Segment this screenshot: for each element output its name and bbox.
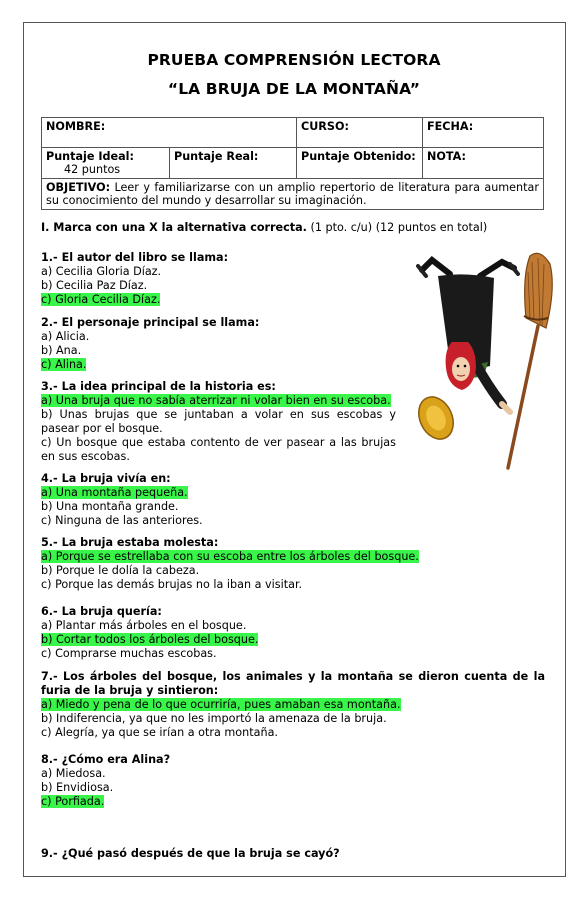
- question-2: 2.- El personaje principal se llama:: [41, 316, 260, 329]
- page-title: PRUEBA COMPRENSIÓN LECTORA: [147, 51, 441, 69]
- option-6a[interactable]: a) Plantar más árboles en el bosque.: [41, 619, 247, 632]
- option-7c[interactable]: c) Alegría, ya que se irían a otra montaña.: [41, 726, 278, 739]
- option-7b[interactable]: b) Indiferencia, ya que no les importó la amenaza de la bruja.: [41, 712, 387, 725]
- ideal-score-value: 42 puntos: [64, 163, 121, 176]
- option-6c[interactable]: c) Comprarse muchas escobas.: [41, 647, 217, 660]
- objective-label: OBJETIVO:: [46, 181, 111, 194]
- option-8a[interactable]: a) Miedosa.: [41, 767, 106, 780]
- question-6: 6.- La bruja quería:: [41, 605, 162, 618]
- question-4: 4.- La bruja vivía en:: [41, 472, 171, 485]
- option-2b[interactable]: b) Ana.: [41, 344, 82, 357]
- option-1a[interactable]: a) Cecilia Gloria Díaz.: [41, 265, 162, 278]
- option-3b[interactable]: b) Unas brujas que se juntaban a volar en sus escobas y pasear por el bosque.: [41, 408, 396, 435]
- question-5: 5.- La bruja estaba molesta:: [41, 536, 219, 549]
- option-5c[interactable]: c) Porque las demás brujas no la iban a visitar.: [41, 578, 303, 591]
- date-field[interactable]: FECHA:: [423, 118, 544, 148]
- option-6b[interactable]: b) Cortar todos los árboles del bosque.: [41, 633, 259, 646]
- option-4b[interactable]: b) Una montaña grande.: [41, 500, 179, 513]
- question-9: 9.- ¿Qué pasó después de que la bruja se cayó?: [41, 847, 340, 860]
- objective-text: Leer y familiarizarse con un amplio repertorio de literatura para aumentar su conocimiento del mundo y desarrollar su imaginación.: [46, 181, 539, 207]
- option-4c[interactable]: c) Ninguna de las anteriores.: [41, 514, 203, 527]
- option-8b[interactable]: b) Envidiosa.: [41, 781, 114, 794]
- question-7: 7.- Los árboles del bosque, los animales y la montaña se dieron cuenta de la furia de la bruja y sintieron:: [41, 670, 545, 697]
- story-title: “LA BRUJA DE LA MONTAÑA”: [167, 80, 421, 98]
- option-2a[interactable]: a) Alicia.: [41, 330, 90, 343]
- section-instruction: I. Marca con una X la alternativa correcta. (1 pto. c/u) (12 puntos en total): [41, 221, 488, 234]
- name-field[interactable]: NOMBRE:: [42, 118, 297, 148]
- option-3a[interactable]: a) Una bruja que no sabía aterrizar ni volar bien en su escoba.: [41, 394, 391, 407]
- option-2c[interactable]: c) Alina.: [41, 358, 87, 371]
- real-score-field[interactable]: Puntaje Real:: [170, 148, 297, 179]
- question-3: 3.- La idea principal de la historia es:: [41, 380, 276, 393]
- option-1c[interactable]: c) Gloria Cecilia Díaz.: [41, 293, 161, 306]
- grade-field[interactable]: NOTA:: [423, 148, 544, 179]
- option-7a[interactable]: a) Miedo y pena de lo que ocurriría, pues amaban esa montaña.: [41, 698, 401, 711]
- ideal-score-cell: Puntaje Ideal: 42 puntos: [42, 148, 170, 179]
- question-1: 1.- El autor del libro se llama:: [41, 251, 229, 264]
- option-5b[interactable]: b) Porque le dolía la cabeza.: [41, 564, 200, 577]
- course-field[interactable]: CURSO:: [297, 118, 423, 148]
- objective-cell: [42, 179, 544, 210]
- option-5a[interactable]: a) Porque se estrellaba con su escoba entre los árboles del bosque.: [41, 550, 419, 563]
- witch-illustration: [410, 246, 560, 471]
- option-1b[interactable]: b) Cecilia Paz Díaz.: [41, 279, 148, 292]
- option-4a[interactable]: a) Una montaña pequeña.: [41, 486, 188, 499]
- option-3c[interactable]: c) Un bosque que estaba contento de ver pasear a las brujas en sus escobas.: [41, 436, 396, 463]
- question-8: 8.- ¿Cómo era Alina?: [41, 753, 171, 766]
- option-8c[interactable]: c) Porfiada.: [41, 795, 105, 808]
- obtained-score-field[interactable]: Puntaje Obtenido:: [297, 148, 423, 179]
- student-info-table: [41, 117, 544, 210]
